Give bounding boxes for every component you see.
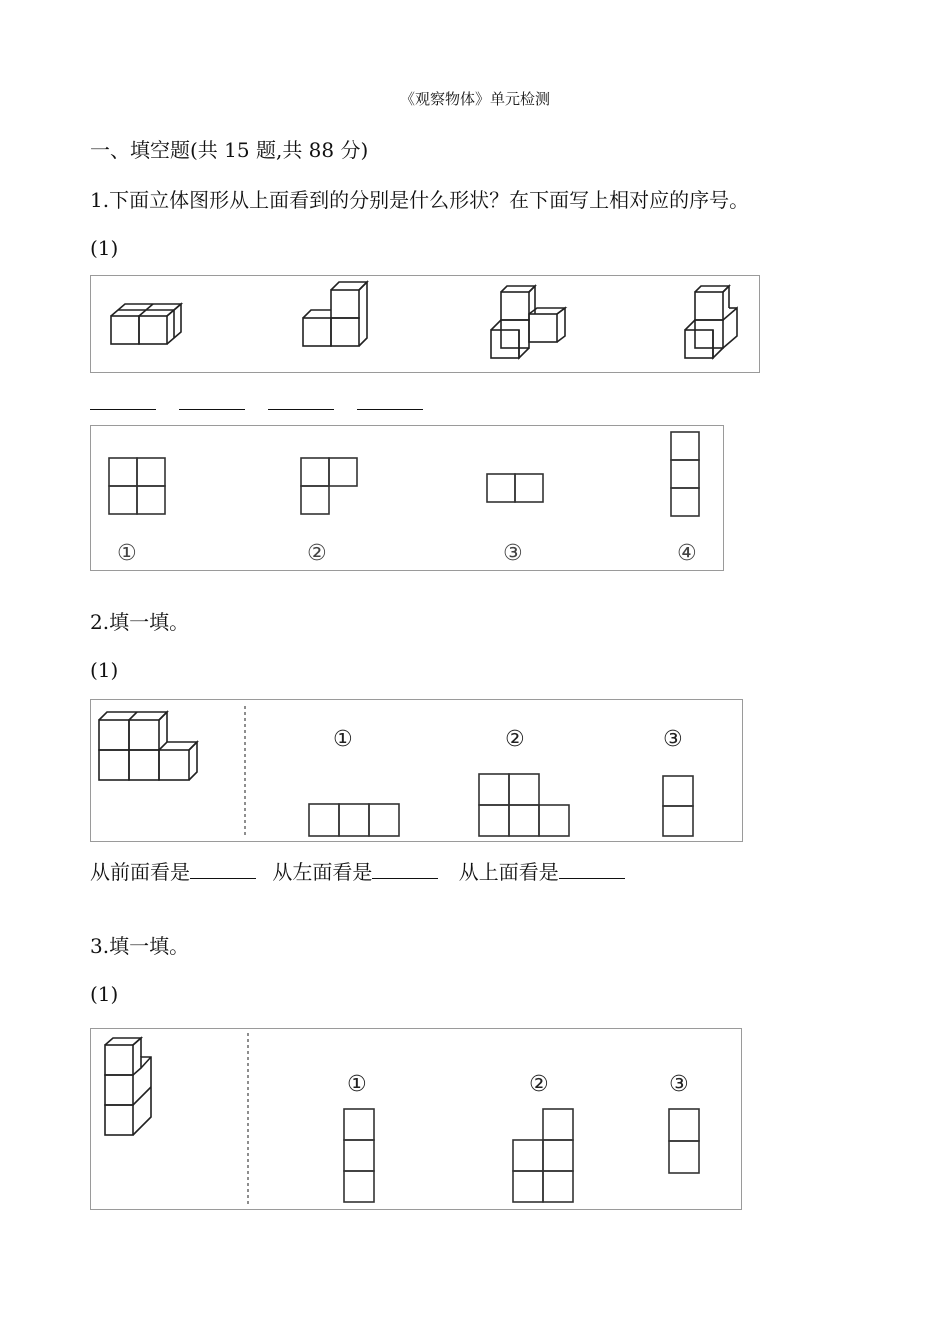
q2-option-1-label: ① [333, 727, 353, 752]
q3-option-1-shape [344, 1109, 374, 1202]
q2-figure [91, 700, 744, 843]
solid-b [303, 282, 367, 346]
q3-option-3-shape [669, 1109, 699, 1173]
solid-c [491, 286, 565, 358]
q2-left-label: 从左面看是 [272, 860, 373, 884]
q3-panel [90, 1028, 742, 1210]
q1-blank-2[interactable] [179, 409, 245, 410]
option-2-shape [301, 458, 357, 514]
option-1-shape [109, 458, 165, 514]
option-4-shape [671, 432, 699, 516]
q1-option-2-label: ② [307, 541, 327, 566]
q2-text: 2.填一填。 [90, 610, 190, 634]
q2-option-1-shape [309, 804, 399, 836]
q2-panel [90, 699, 743, 842]
q1-answer-blanks[interactable] [90, 395, 446, 414]
q1-blank-1[interactable] [90, 409, 156, 410]
q3-text: 3.填一填。 [90, 934, 190, 958]
q1-options-figure [91, 426, 725, 572]
q1-solids-figure [91, 276, 761, 374]
q3-option-2-label: ② [529, 1072, 549, 1097]
q1-blank-3[interactable] [268, 409, 334, 410]
q1-option-3-label: ③ [503, 541, 523, 566]
q3-figure [91, 1029, 743, 1211]
q2-option-3-label: ③ [663, 727, 683, 752]
q2-front-label: 从前面看是 [90, 860, 190, 884]
page-title: 《观察物体》单元检测 [399, 90, 550, 108]
q2-solid [99, 712, 197, 780]
q1-options-panel [90, 425, 724, 571]
q2-left-blank[interactable] [372, 860, 438, 879]
q1-sub-label: (1) [90, 236, 119, 260]
q2-front-blank[interactable] [190, 860, 256, 879]
q2-top-label: 从上面看是 [458, 860, 559, 884]
q2-option-2-label: ② [505, 727, 525, 752]
q1-blank-4[interactable] [357, 409, 423, 410]
q1-option-1-label: ① [117, 541, 137, 566]
q1-option-4-label: ④ [677, 541, 697, 566]
q3-sub-label: (1) [90, 982, 119, 1006]
q2-option-2-shape [479, 774, 569, 836]
q3-option-2-shape [513, 1109, 573, 1202]
solid-a [111, 304, 181, 344]
q1-text: 1.下面立体图形从上面看到的分别是什么形状？在下面写上相对应的序号。 [90, 188, 750, 212]
q2-option-3-shape [663, 776, 693, 836]
q1-solids-panel [90, 275, 760, 373]
q3-option-3-label: ③ [669, 1072, 689, 1097]
solid-d [685, 286, 737, 358]
section-heading: 一、填空题(共 15 题,共 88 分) [90, 138, 369, 162]
q3-option-1-label: ① [347, 1072, 367, 1097]
q3-solid [105, 1038, 151, 1135]
option-3-shape [487, 474, 543, 502]
q2-answer-row [90, 856, 625, 885]
q2-sub-label: (1) [90, 658, 119, 682]
q2-top-blank[interactable] [559, 860, 625, 879]
